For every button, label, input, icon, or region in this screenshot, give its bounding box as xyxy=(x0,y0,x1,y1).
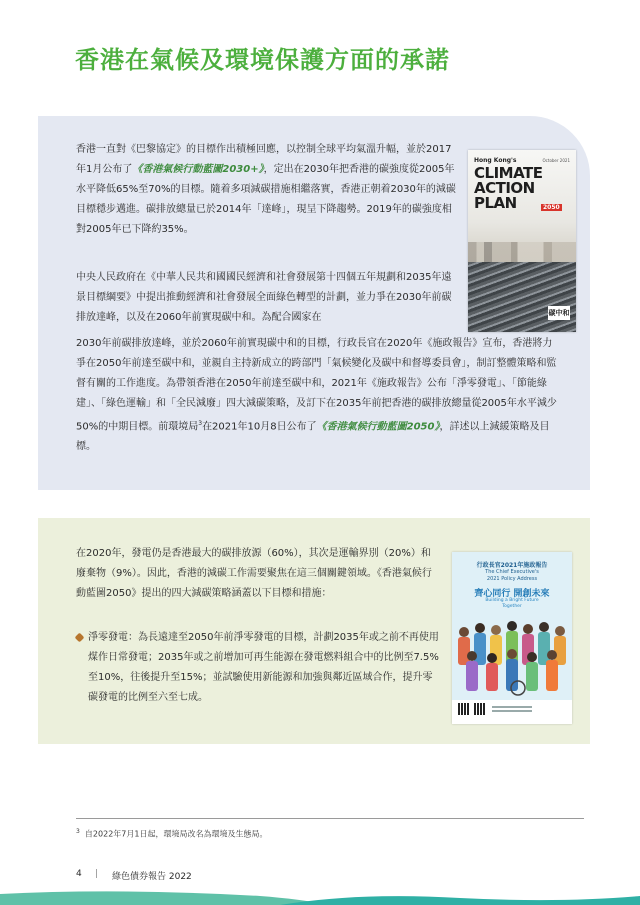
cover-footer-text xyxy=(492,706,532,708)
page-title: 香港在氣候及環境保護方面的承諾 xyxy=(75,46,450,74)
climate-action-plan-2030-link: 《香港氣候行動藍圖2030+》 xyxy=(132,164,264,175)
cover-date: October 2021 xyxy=(542,158,570,163)
climate-action-plan-2050-link: 《香港氣候行動藍圖2050》 xyxy=(316,421,440,433)
paragraph-text: 2030年前碳排放達峰，並於2060年前實現碳中和的目標，行政長官在2020年《施政報告》宣布，香港將力爭在2050年前達至碳中和，並親自主持新成立的跨部門「氣候變化及碳中和督導委員會」，制訂整體策略和監督有關的工作進度。為帶領香港在2050年前達至碳中和，2021年《施政報告》公布「淨零發電」、「節能綠建」、「綠色運輸」和「全民減廢」四大減碳策略，及訂下在2035年前把香港的碳排放總量從2005年水平減少50%的中期目標。前環境局 xyxy=(76,338,557,433)
paragraph-text: 香港一直對《巴黎協定》的目標作出積極回應，以控制全球平均氣溫升幅，並於2017年1月公布了 xyxy=(76,144,452,175)
cover-big-title: CLIMATE ACTION PLAN xyxy=(474,164,543,212)
footer-separator: | xyxy=(95,869,99,879)
paragraph-text: ，定出在2030年把香港的碳強度從2005年水平降低65%至70%的目標。隨着多項減碳措施相繼落實，香港正朝着2030年的減碳目標穩步邁進。碳排放總量已於2014年「達峰」，現呈下降趨勢。2019年的碳強度相對2005年已下降約35%。 xyxy=(76,164,456,235)
footer-decorative-band xyxy=(0,890,640,905)
footnote xyxy=(76,828,267,840)
cover-title-en-1: The Chief Executive's xyxy=(485,569,539,575)
cover-small-title: Hong Kong's xyxy=(474,157,517,164)
cover-title-zh: 行政長官2021年施政報告 xyxy=(476,562,548,569)
footnote-text: 自2022年7月1日起，環境局改名為環境及生態局。 xyxy=(84,829,268,839)
paragraph-text: ，詳述以上減緩策略及目標。 xyxy=(76,421,550,453)
page-number: 4 xyxy=(76,869,82,879)
paragraph-text: 在2021年10月8日公布了 xyxy=(202,421,317,433)
qr-code-icon xyxy=(458,703,470,715)
paragraph-carbon-neutrality xyxy=(76,334,558,457)
cover-slogan-en-2: Together xyxy=(502,604,522,609)
cover-year-badge: 2050 xyxy=(543,204,560,211)
footnote-ref: 3 xyxy=(198,420,203,427)
footnote-divider xyxy=(76,818,584,819)
cover-slogan: 齊心同行 開創未來 xyxy=(474,589,550,599)
report-title: 綠色債券報告 2022 xyxy=(112,872,192,882)
qr-code-icon xyxy=(474,703,486,715)
cover-slogan-en-1: Building a Bright Future xyxy=(485,598,539,603)
bullet-net-zero-electricity: 淨零發電：為長遠達至2050年前淨零發電的目標，計劃2035年或之前不再使用煤作日常發電；2035年或之前增加可再生能源在發電燃料組合中的比例至7.5%至10%，往後提升至15%；並試驗使用新能源和加強與鄰近區域合作，提升零碳發電的比例至六至七成。 xyxy=(88,632,439,703)
policy-address-cover-image xyxy=(452,552,572,724)
cover-solar-panels xyxy=(468,262,576,332)
footnote-mark: 3 xyxy=(76,828,80,835)
paragraph-paris-agreement xyxy=(76,140,458,240)
cover-carbon-neutral-stamp: 碳中和 xyxy=(548,306,570,320)
cover-title-en-2: 2021 Policy Address xyxy=(486,576,538,582)
paragraph-national-plan: 中央人民政府在《中華人民共和國國民經濟和社會發展第十四個五年規劃和2035年遠景目標綱要》中提出推動經濟和社會發展全面綠色轉型的計劃，並力爭在2030年前碳排放達峰，以及在2060年前實現碳中和。為配合國家在 xyxy=(76,272,452,323)
cover-footer xyxy=(452,700,572,724)
climate-action-plan-cover-image xyxy=(468,150,576,332)
cover-crowd-illustration xyxy=(452,614,572,700)
paragraph-emission-sources: 在2020年，發電仍是香港最大的碳排放源（60%），其次是運輸界別（20%）和廢棄物（9%）。因此，香港的減碳工作需要聚焦在這三個關鍵領域。《香港氣候行動藍圖2050》提出的四大減碳策略涵蓋以下目標和措施： xyxy=(76,548,432,599)
